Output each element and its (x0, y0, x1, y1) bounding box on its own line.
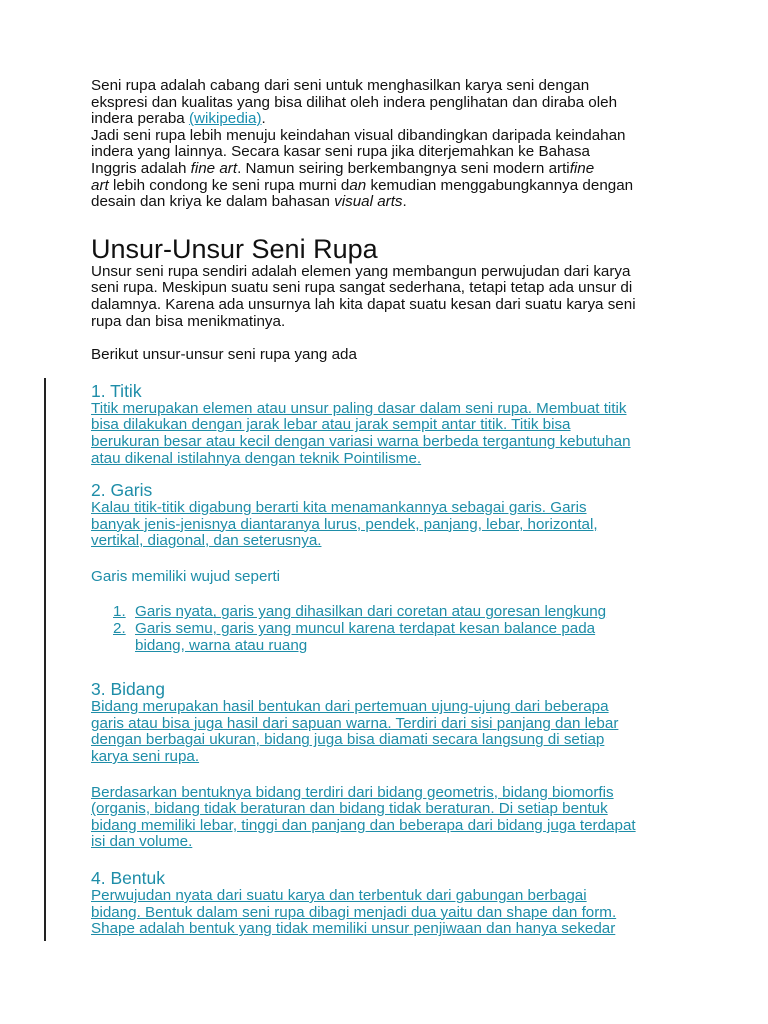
garis-paragraph (91, 500, 681, 550)
text-line: seni rupa. Meskipun suatu seni rupa sangat sederhana, tetapi tetap ada unsur di (91, 279, 633, 297)
text-line (91, 194, 681, 211)
text-line: Shape adalah bentuk yang tidak memiliki unsur penjiwaan dan hanya sekedar (91, 920, 616, 938)
text-emphasis: art (91, 176, 113, 194)
text-line: Jadi seni rupa lebih menuju keindahan visual dibandingkan daripada keindahan (91, 126, 626, 144)
list-number: 2. (113, 620, 126, 638)
text-line: Perwujudan nyata dari suatu karya dan terbentuk dari gabungan berbagai (91, 887, 587, 904)
titik-paragraph (91, 401, 681, 467)
text-span: lebih condong ke seni rupa murni d (112, 176, 350, 194)
text-line: berukuran besar atau kecil dengan variasi warna berbeda tergantung kebutuhan (91, 432, 631, 450)
text-line: bidang memiliki lebar, tinggi dan panjang dan beberapa dari bidang juga terdapat (91, 816, 636, 834)
text-line (91, 111, 681, 128)
text-emphasis: fine art (190, 159, 238, 177)
text-line: isi dan volume. (91, 833, 193, 851)
unsur-paragraph (91, 264, 681, 330)
text-line: banyak jenis-jenisnya diantaranya lurus, pendek, panjang, lebar, horizontal, (91, 515, 598, 533)
text-span: . (261, 110, 266, 128)
text-span: . Namun seiring berkembangnya seni modern arti (237, 159, 570, 177)
text-line (91, 161, 681, 178)
text-line (91, 178, 681, 195)
text-line: dengan berbagai ukuran, bidang juga bisa diamati secara langsung di setiap (91, 731, 605, 749)
document-page (91, 78, 681, 938)
text-line: Unsur seni rupa sendiri adalah elemen yang membangun perwujudan dari karya (91, 262, 631, 280)
list-number: 1. (113, 603, 126, 621)
text-line: Kalau titik-titik digabung berarti kita menamankannya sebagai garis. Garis (91, 499, 587, 517)
text-span: kemudian menggabungkannya dengan (370, 176, 634, 194)
titik-heading: 1. Titik (91, 380, 142, 401)
bentuk-heading: 4. Bentuk (91, 868, 165, 888)
text-line: bidang. Bentuk dalam seni rupa dibagi menjadi dua yaitu dan shape dan form. (91, 903, 617, 921)
text-line: Seni rupa adalah cabang dari seni untuk menghasilkan karya seni dengan (91, 77, 590, 94)
text-emphasis: visual arts (334, 193, 403, 211)
garis-wujud-line: Garis memiliki wujud seperti (91, 567, 281, 585)
text-span: indera peraba (91, 110, 189, 128)
text-line: (organis, bidang tidak beraturan dan bidang tidak beraturan. Di setiap bentuk (91, 800, 608, 818)
berikut-line: Berikut unsur-unsur seni rupa yang ada (91, 346, 357, 364)
text-line: vertikal, diagonal, dan seterusnya. (91, 532, 322, 550)
bentuk-paragraph (91, 888, 681, 938)
text-emphasis: fine (569, 159, 595, 177)
intro-paragraph (91, 78, 681, 211)
text-line: karya seni rupa. (91, 748, 200, 766)
text-emphasis: an (349, 176, 371, 194)
bidang-heading: 3. Bidang (91, 679, 165, 700)
text-line: garis atau bisa juga hasil dari sapuan warna. Terdiri dari sisi panjang dan lebar (91, 714, 619, 732)
list-item (91, 621, 681, 654)
text-span: . (402, 193, 407, 211)
wikipedia-link[interactable]: (wikipedia) (188, 110, 262, 128)
text-line: Bidang merupakan hasil bentukan dari pertemuan ujung-ujung dari beberapa (91, 698, 609, 716)
text-span: desain dan kriya ke dalam bahasan (91, 193, 335, 211)
list-item (91, 604, 681, 621)
text-line: bisa dilakukan dengan jarak lebar atau jarak sempit antar titik. Titik bisa (91, 416, 571, 434)
change-bar (44, 378, 46, 941)
garis-heading: 2. Garis (91, 480, 153, 501)
garis-list (91, 604, 681, 654)
list-text: Garis semu, garis yang muncul karena terdapat kesan balance pada (135, 620, 596, 638)
section-heading: Unsur-Unsur Seni Rupa (91, 233, 378, 264)
text-line: indera yang lainnya. Secara kasar seni rupa jika diterjemahkan ke Bahasa (91, 143, 590, 161)
text-line: rupa dan bisa menikmatinya. (91, 312, 286, 330)
list-text: bidang, warna atau ruang (135, 636, 308, 654)
bidang-paragraph-1 (91, 699, 681, 765)
text-span: Inggris adalah (91, 159, 191, 177)
text-line: ekspresi dan kualitas yang bisa dilihat oleh indera penglihatan dan diraba oleh (91, 93, 618, 111)
text-line: dalamnya. Karena ada unsurnya lah kita dapat suatu kesan dari suatu karya seni (91, 295, 636, 313)
text-line: Berdasarkan bentuknya bidang terdiri dari bidang geometris, bidang biomorfis (91, 783, 614, 801)
list-text: Garis nyata, garis yang dihasilkan dari coretan atau goresan lengkung (135, 603, 607, 621)
text-line: Titik merupakan elemen atau unsur paling dasar dalam seni rupa. Membuat titik (91, 399, 627, 417)
bidang-paragraph-2 (91, 785, 681, 851)
text-line: atau dikenal istilahnya dengan teknik Pointilisme. (91, 449, 422, 467)
